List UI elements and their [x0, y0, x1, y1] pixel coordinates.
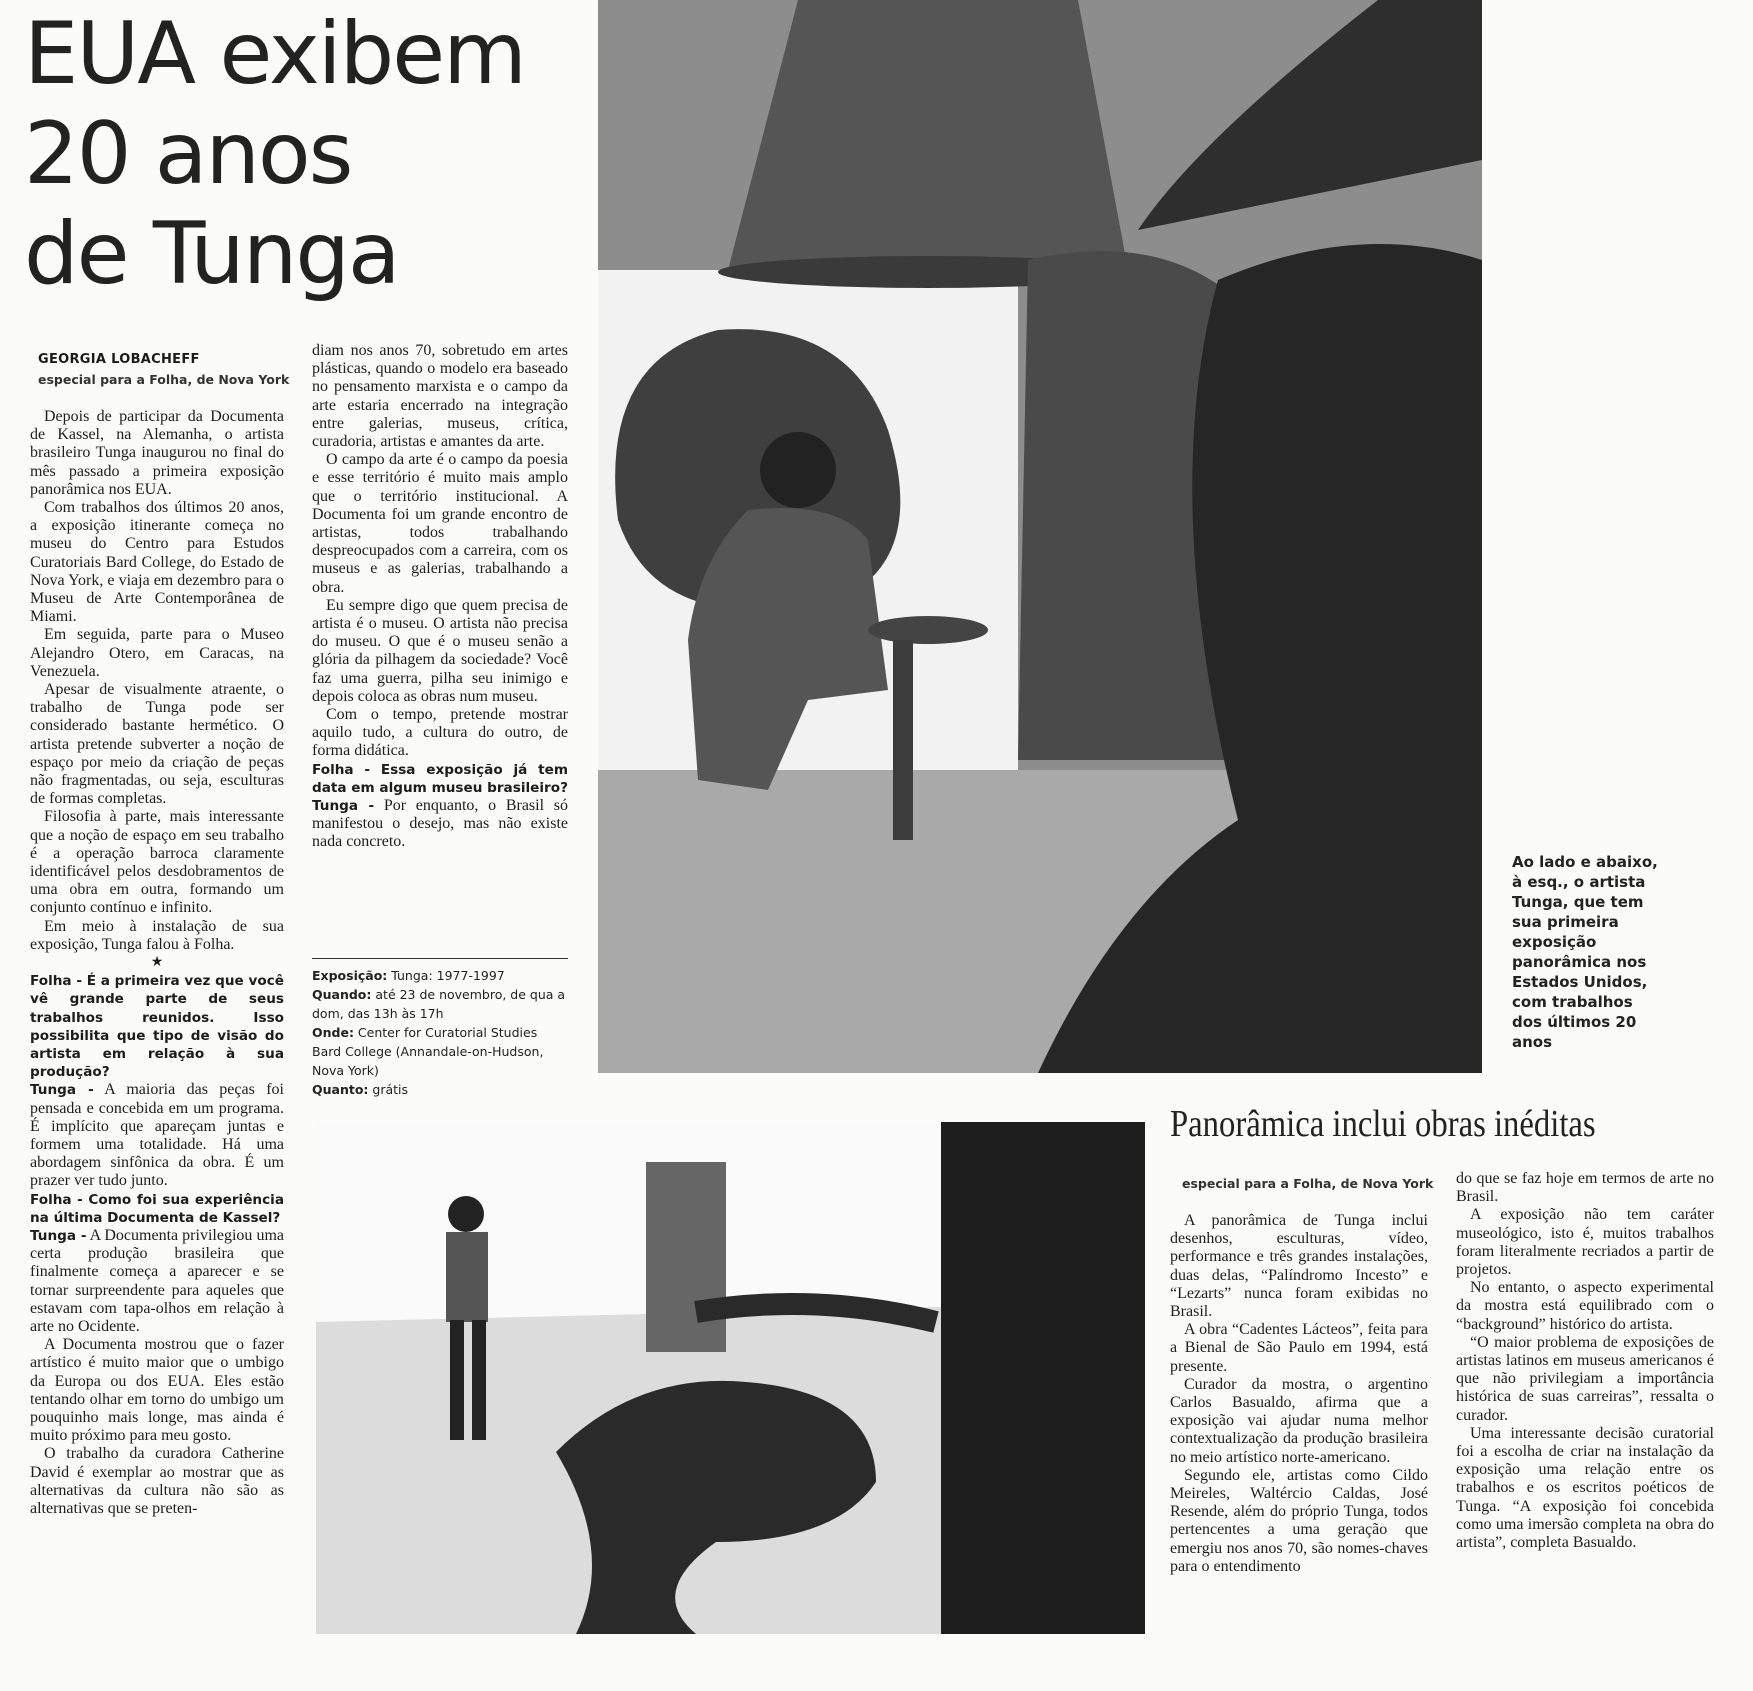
paragraph: A Documenta mostrou que o fazer artístico é muito maior que o umbigo da Europa ou dos EUA. Eles estão tentando olhar em torno do umbigo um pouquinho mais longe, mas ainda é muito próximo para meu gosto.	[30, 1336, 284, 1445]
paragraph: Com trabalhos dos últimos 20 anos, a exposição itinerante começa no museu do Centro para Estudos Curatoriais Bard College, do Estado de Nova York, e viaja em dezembro para o Museu de Arte Contemporânea de Miami.	[30, 499, 284, 626]
interview-answer	[30, 1227, 284, 1336]
paragraph: O campo da arte é o campo da poesia e esse território é muito mais amplo que o território institucional. A Documenta foi um grande encontro de artistas, todos trabalhando despreocupados com a carreira, com os museus e as galerias, trabalhando a obra.	[312, 451, 568, 596]
info-quanto: Quanto: grátis	[312, 1082, 409, 1097]
photo-installation-graphic	[316, 1122, 1145, 1634]
paragraph: Curador da mostra, o argentino Carlos Basualdo, afirma que a exposição vai ajudar numa melhor contextualização da produção brasileira no meio artístico norte-americano.	[1170, 1375, 1428, 1466]
photo-artist-with-bells	[598, 0, 1482, 1073]
speaker-label: Tunga -	[30, 1082, 94, 1099]
interview-answer	[312, 797, 568, 852]
photo-artist-with-bells-graphic	[598, 0, 1482, 1073]
interview-answer	[30, 1081, 284, 1190]
paragraph: Eu sempre digo que quem precisa de artista é o museu. O artista não precisa do museu. O que é o museu senão a glória da pilhagem da sociedade? Você faz uma guerra, pilha seu inimigo e depois coloca as obras num museu.	[312, 596, 568, 705]
paragraph: No entanto, o aspecto experimental da mostra está equilibrado com o “background” histórico do artista.	[1456, 1279, 1714, 1333]
paragraph: Segundo ele, artistas como Cildo Meireles, Waltércio Caldas, José Resende, além do próprio Tunga, todos pertencentes a uma geração que emergiu nos anos 70, são nomes-chaves para o entendimento	[1170, 1466, 1428, 1575]
interview-question: Folha - É a primeira vez que você vê grande parte de seus trabalhos reunidos. Isso possibilita que tipo de visão do artista em relação à sua produção?	[30, 973, 284, 1081]
exhibition-info	[312, 966, 568, 1099]
article-column-1	[30, 408, 284, 1640]
answer-text: Por enquanto, o Brasil só manifestou o desejo, mas não existe nada concreto.	[312, 797, 568, 851]
paragraph: do que se faz hoje em termos de arte no Brasil.	[1456, 1170, 1714, 1206]
speaker-label: Tunga -	[30, 1227, 87, 1244]
headline-line-1: EUA exibem	[24, 4, 525, 104]
star-separator: ★	[150, 955, 164, 971]
interview-question: Folha - Essa exposição já tem data em algum museu brasileiro?	[312, 761, 568, 796]
info-quando: Quando: até 23 de novembro, de qua a dom, das 13h às 17h	[312, 987, 566, 1021]
paragraph: A obra “Cadentes Lácteos”, feita para a Bienal de São Paulo em 1994, está presente.	[1170, 1321, 1428, 1375]
speaker-label: Tunga -	[312, 798, 375, 815]
paragraph: Depois de participar da Documenta de Kassel, na Alemanha, o artista brasileiro Tunga inaugurou no final do mês passado a primeira exposição panorâmica nos EUA.	[30, 408, 284, 498]
paragraph: diam nos anos 70, sobretudo em artes plásticas, quando o modelo era baseado no pensamento marxista e o campo da arte estaria encerrado na integração entre galerias, museus, crítica, curadoria, artistas e amantes da arte.	[312, 342, 568, 451]
paragraph: A panorâmica de Tunga inclui desenhos, esculturas, vídeo, performance e três grandes instalações, duas delas, “Palíndromo Incesto” e “Lezarts” nunca foram exibidas no Brasil.	[1170, 1212, 1428, 1321]
answer-text: A Documenta privilegiou uma certa produção brasileira que finalmente começa a aparecer e se tornar surpreendente para aqueles que estavam com tapa-olhos em relação à arte no Ocidente.	[30, 1226, 284, 1335]
author-name: GEORGIA LOBACHEFF	[38, 352, 200, 367]
photo-installation	[316, 1122, 1145, 1634]
info-onde: Onde: Center for Curatorial Studies Bard College (Annandale-on-Hudson, Nova York)	[312, 1025, 544, 1078]
paragraph: Apesar de visualmente atraente, o trabalho de Tunga pode ser considerado bastante hermético. O artista pretende subverter a noção de espaço por meio da criação de peças não fragmentadas, ou seja, esculturas de formas completas.	[30, 681, 284, 808]
article-column-2	[312, 342, 568, 948]
sidebar-author-note: especial para a Folha, de Nova York	[1182, 1176, 1434, 1191]
sidebar-column-2	[1456, 1170, 1714, 1648]
paragraph: Filosofia à parte, mais interessante que a noção de espaço em seu trabalho é a operação barroca claramente identificável pelos desdobramentos de uma obra em outra, formando um conjunto contínuo e infinito.	[30, 808, 284, 917]
paragraph: “O maior problema de exposições de artistas latinos em museus americanos é que não privilegiam a importância histórica de suas carreiras”, ressalta o curador.	[1456, 1333, 1714, 1424]
photo-caption: Ao lado e abaixo, à esq., o artista Tunga, que tem sua primeira exposição panorâmica nos Estados Unidos, com trabalhos dos últimos 20 anos	[1512, 853, 1658, 1051]
paragraph: O trabalho da curadora Catherine David é exemplar ao mostrar que as alternativas da cultura não são as alternativas que se preten-	[30, 1445, 284, 1517]
interview-question: Folha - Como foi sua experiência na última Documenta de Kassel?	[30, 1191, 284, 1226]
headline	[24, 4, 584, 304]
paragraph: Em seguida, parte para o Museo Alejandro Otero, em Caracas, na Venezuela.	[30, 626, 284, 680]
paragraph: Uma interessante decisão curatorial foi a escolha de criar na instalação da exposição uma relação entre os trabalhos e os escritos poéticos de Tunga. “A exposição foi concebida como uma imersão completa na obra do artista”, completa Basualdo.	[1456, 1424, 1714, 1552]
author-note: especial para a Folha, de Nova York	[38, 372, 290, 387]
info-exposicao: Exposição: Tunga: 1977-1997	[312, 968, 505, 983]
sidebar-column-1	[1170, 1212, 1428, 1648]
paragraph: Em meio à instalação de sua exposição, Tunga falou à Folha.	[30, 917, 284, 953]
sidebar-title: Panorâmica inclui obras inéditas	[1170, 1103, 1596, 1145]
headline-line-3: de Tunga	[24, 204, 399, 304]
info-divider	[312, 958, 568, 959]
paragraph: Com o tempo, pretende mostrar aquilo tudo, a cultura do outro, de forma didática.	[312, 706, 568, 760]
paragraph: A exposição não tem caráter museológico, isto é, muitos trabalhos foram literalmente recriados a partir de projetos.	[1456, 1206, 1714, 1279]
headline-line-2: 20 anos	[24, 104, 352, 204]
answer-text: A maioria das peças foi pensada e concebida em um programa. É implícito que apareçam juntas e formem uma totalidade. Há uma abordagem sinfônica da obra. É um prazer ver tudo junto.	[30, 1081, 284, 1190]
